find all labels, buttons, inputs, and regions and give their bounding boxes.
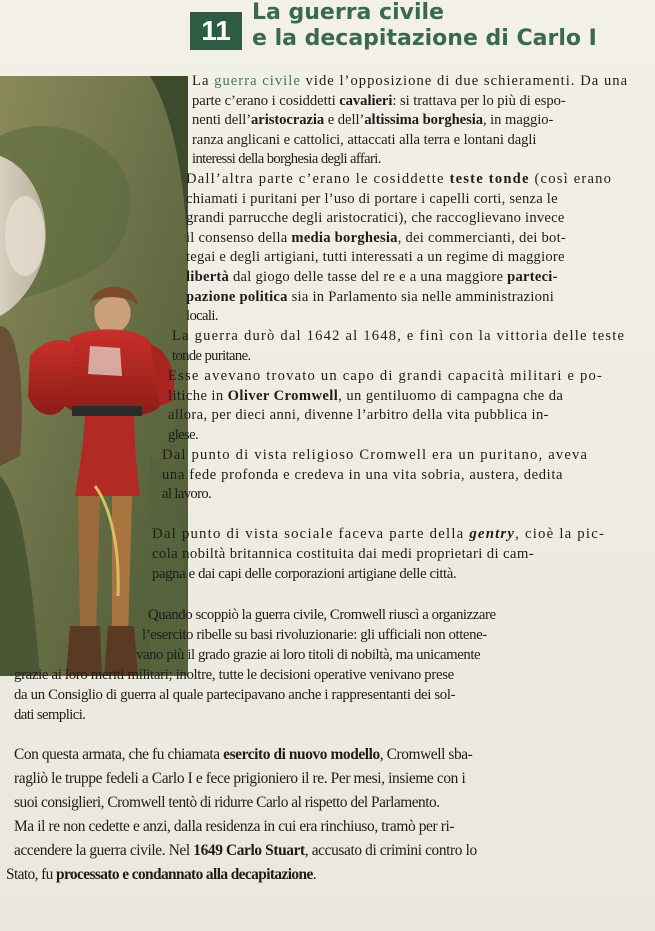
text-line — [0, 485, 588, 505]
text-line — [0, 347, 625, 367]
text-run: locali. — [186, 308, 218, 325]
text-run: 1649 Carlo Stuart — [193, 842, 305, 859]
text-line — [0, 791, 655, 815]
text-run: e dell’ — [324, 112, 365, 128]
text-line — [0, 666, 655, 686]
text-line — [0, 307, 612, 327]
text-line — [0, 565, 605, 585]
text-line — [0, 815, 655, 839]
paragraph-1 — [0, 72, 628, 170]
text-run: Oliver Cromwell — [227, 387, 339, 404]
text-run: pazione politica — [186, 288, 288, 305]
chapter-title-line-2: e la decapitazione di Carlo I — [252, 26, 597, 51]
text-line — [0, 863, 655, 887]
text-line — [0, 706, 655, 726]
text-run: dati semplici. — [14, 706, 86, 723]
text-line — [0, 839, 655, 863]
text-run: Stato, fu — [6, 866, 57, 883]
text-line — [0, 150, 628, 170]
text-run: da un Consiglio di guerra al quale partecipavano anche i rappresentanti dei sol- — [14, 686, 456, 703]
text-run: Con questa armata, che fu chiamata — [14, 746, 224, 763]
text-run: chiamati i puritani per l’uso di portare i capelli corti, senza le — [186, 190, 558, 207]
paragraph-3 — [0, 327, 625, 366]
text-run: libertà — [186, 268, 230, 285]
text-line — [0, 406, 603, 426]
text-run: aristocrazia — [251, 112, 325, 128]
paragraph-2 — [0, 170, 612, 327]
text-run: suoi consiglieri, Cromwell tentò di ridurre Carlo al rispetto del Parlamento. — [14, 794, 440, 811]
text-run: , in maggio- — [482, 112, 554, 128]
text-line — [0, 111, 628, 131]
text-run: parteci- — [507, 268, 558, 285]
text-run: teste tonde — [449, 171, 530, 187]
text-line — [0, 268, 612, 288]
text-run: nenti dell’ — [192, 112, 252, 128]
text-run: Ma il re non cedette e anzi, dalla residenza in cui era rinchiuso, tramò per ri- — [14, 818, 455, 835]
text-run: una fede profonda e credeva in una vita sobria, austera, dedita — [162, 466, 564, 483]
text-run: ragliò le truppe fedeli a Carlo I e fece prigioniero il re. Per mesi, insieme con i — [14, 770, 466, 787]
text-line — [0, 248, 612, 268]
text-line — [0, 72, 628, 92]
text-run: , Cromwell sba- — [379, 746, 473, 763]
text-run: l’esercito ribelle su basi rivoluzionarie: gli ufficiali non ottene- — [142, 626, 487, 643]
text-run: vano più il grado grazie ai loro titoli di nobiltà, ma unicamente — [136, 646, 481, 663]
text-run: processato e condannato alla decapitazione — [56, 866, 313, 883]
text-run: cavalieri — [339, 92, 393, 109]
text-line — [0, 131, 628, 151]
chapter-title-line-1: La guerra civile — [252, 0, 444, 25]
text-run: media borghesia — [291, 229, 398, 246]
text-run: interessi della borghesia degli affari. — [192, 151, 381, 167]
text-line — [0, 426, 603, 446]
text-line — [0, 92, 628, 112]
text-line — [0, 606, 655, 626]
text-run: Esse avevano trovato un capo di grandi capacità militari e po- — [168, 368, 604, 384]
text-run: gentry — [469, 526, 516, 542]
text-line — [0, 209, 612, 229]
text-run: parte c’erano i cosiddetti — [192, 92, 340, 109]
text-run: Dall’altra parte c’erano le cosiddette — [186, 171, 450, 187]
text-line — [0, 466, 588, 486]
chapter-number-badge: 11 — [190, 12, 242, 50]
text-run: : si trattava per lo più di espo- — [392, 92, 566, 109]
text-line — [0, 626, 655, 646]
paragraph-7 — [0, 606, 655, 725]
text-line — [0, 446, 588, 466]
text-run: Dal punto di vista religioso Cromwell era un puritano, aveva — [162, 447, 589, 463]
text-run: Dal punto di vista sociale faceva parte della — [152, 526, 470, 542]
text-run: guerra civile — [214, 73, 301, 89]
paragraph-6 — [0, 525, 605, 584]
text-run: La guerra durò dal 1642 al 1648, e finì con la vittoria delle teste — [172, 328, 626, 344]
text-run: , un gentiluomo di campagna che da — [338, 387, 564, 404]
text-line — [0, 288, 612, 308]
text-line — [0, 387, 603, 407]
text-run: grazie ai loro meriti militari; inoltre, tutte le decisioni operative venivano prese — [14, 666, 454, 683]
text-run: altissima borghesia — [364, 112, 483, 128]
text-run: La — [192, 73, 215, 89]
text-line — [0, 327, 625, 347]
text-run: , dei commercianti, dei bot- — [397, 229, 567, 246]
text-run: litiche in — [168, 387, 228, 404]
paragraph-5 — [0, 446, 588, 505]
text-run: ranza anglicani e cattolici, attaccati alla terra e lontani dagli — [192, 131, 537, 148]
text-line — [0, 525, 605, 545]
text-run: , accusato di crimini contro lo — [304, 842, 477, 859]
text-run: . — [312, 866, 316, 883]
text-run: glese. — [168, 426, 199, 443]
text-line — [0, 686, 655, 706]
text-line — [0, 767, 655, 791]
text-line — [0, 545, 605, 565]
paragraph-8 — [0, 743, 655, 887]
text-run: tegai e degli artigiani, tutti interessati a un regime di maggiore — [186, 249, 565, 266]
text-run: sia in Parlamento sia nelle amministrazioni — [287, 288, 555, 305]
text-run: tonde puritane. — [172, 347, 251, 364]
paragraph-4 — [0, 367, 603, 445]
text-line — [0, 229, 612, 249]
text-line — [0, 190, 612, 210]
text-run: pagna e dai capi delle corporazioni artigiane delle città. — [152, 565, 457, 582]
text-run: Quando scoppiò la guerra civile, Cromwell riuscì a organizzare — [148, 607, 496, 623]
text-run: il consenso della — [186, 229, 292, 246]
text-line — [0, 367, 603, 387]
text-run: allora, per dieci anni, divenne l’arbitro della vita pubblica in- — [168, 407, 549, 424]
text-run: grandi parrucche degli aristocratici), che raccoglievano invece — [186, 210, 565, 227]
text-run: accendere la guerra civile. Nel — [14, 842, 194, 859]
text-run: , cioè la pic- — [515, 526, 606, 542]
text-line — [0, 170, 612, 190]
text-line — [0, 743, 655, 767]
text-line — [0, 646, 655, 666]
text-run: al lavoro. — [162, 486, 212, 503]
text-run: vide l’opposizione di due schieramenti. Da una — [300, 73, 629, 89]
text-run: esercito di nuovo modello — [223, 746, 380, 763]
text-run: (così erano — [529, 171, 613, 187]
text-run: cola nobiltà britannica costituita dai medi proprietari di cam- — [152, 545, 534, 562]
text-run: dal giogo delle tasse del re e a una maggiore — [229, 268, 508, 285]
